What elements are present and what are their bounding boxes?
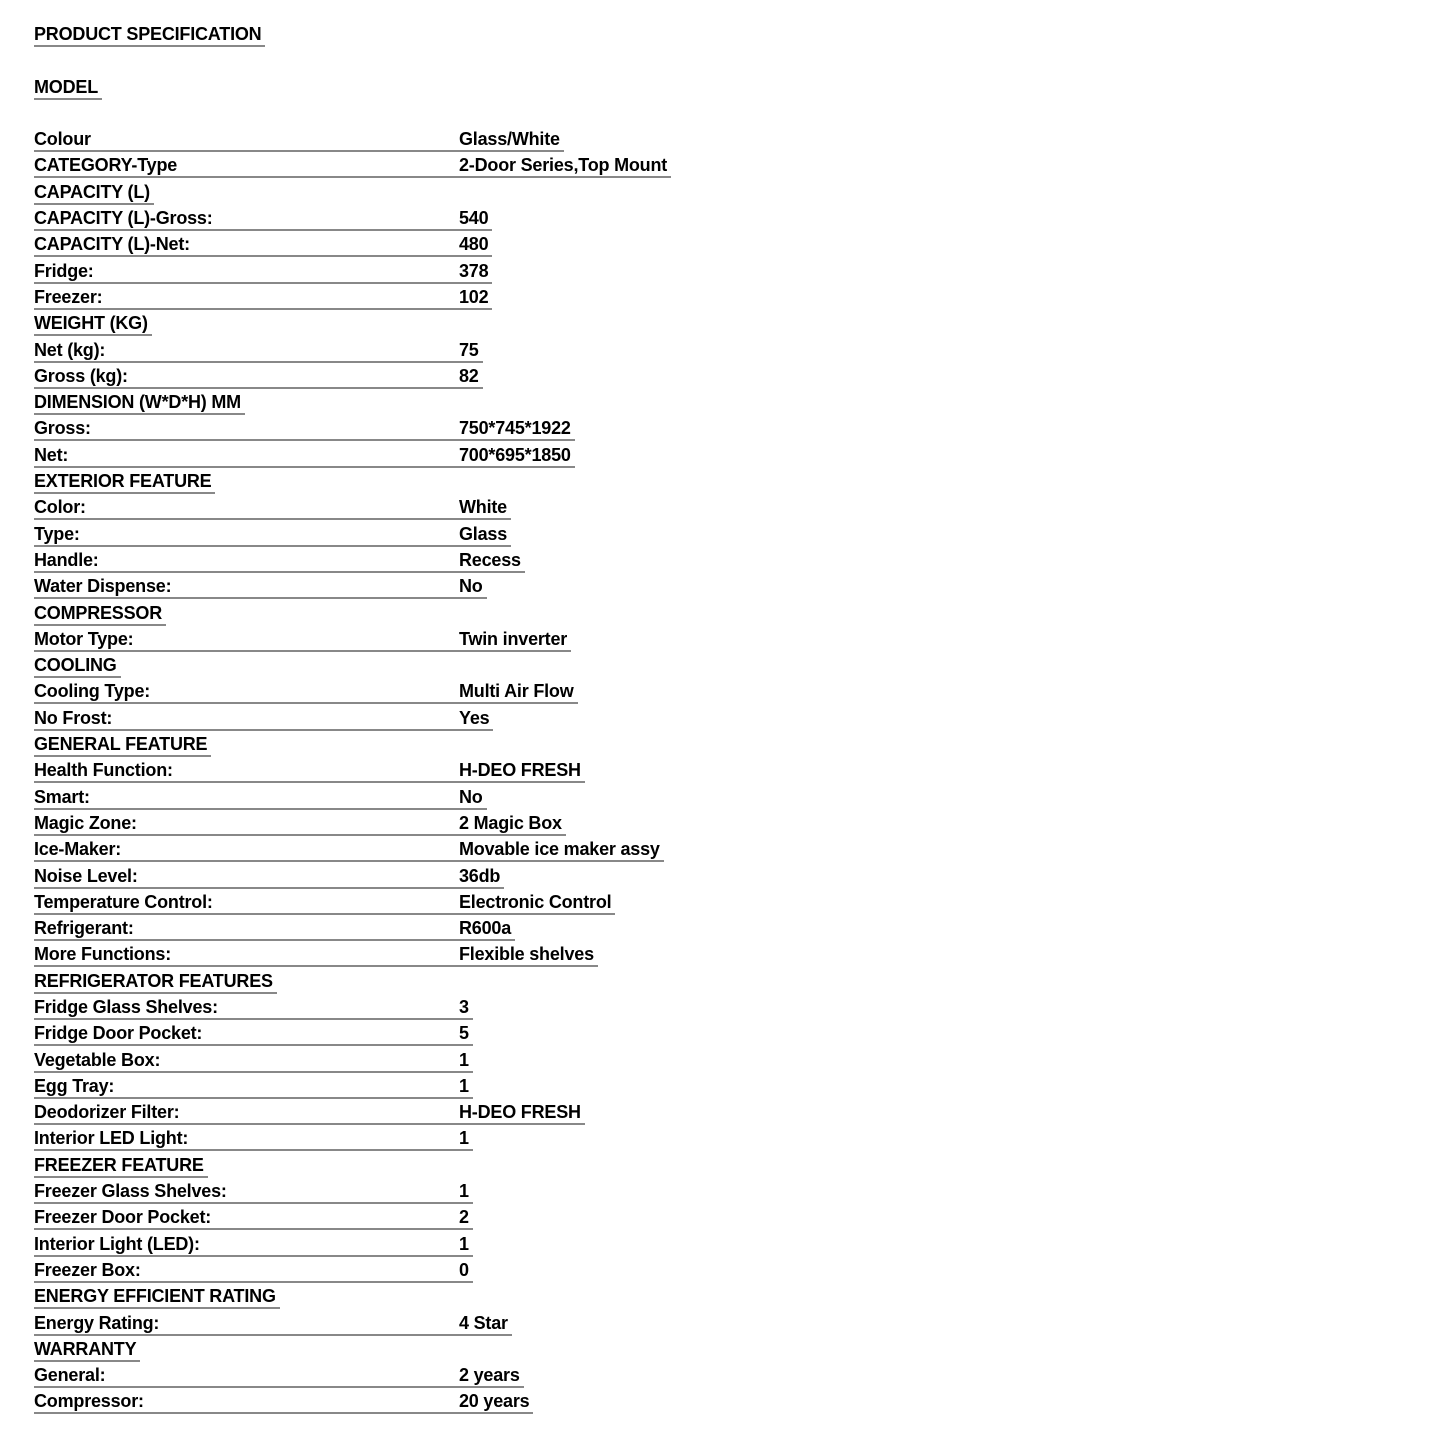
spec-row-label: Type: (34, 523, 80, 544)
section-heading-label: WARRANTY (34, 1339, 140, 1362)
spec-row (34, 944, 1440, 970)
spec-row-label: Cooling Type: (34, 681, 151, 702)
spec-row-label: Health Function: (34, 760, 173, 781)
spec-row (34, 1391, 1440, 1417)
spec-row (34, 1260, 1440, 1286)
section-heading (34, 655, 1440, 681)
spec-row-label: Interior LED Light: (34, 1128, 189, 1149)
spec-row-label: General: (34, 1365, 106, 1386)
spec-row-value: H-DEO FRESH (459, 1102, 581, 1123)
spec-row-value: Electronic Control (459, 891, 612, 912)
spec-row (34, 234, 1440, 260)
spec-row (34, 1102, 1440, 1128)
section-heading-label: WEIGHT (KG) (34, 313, 152, 336)
spec-row-label: Magic Zone: (34, 812, 137, 833)
spec-row-value: 0 (459, 1259, 469, 1280)
spec-row-value: White (459, 497, 507, 518)
spec-row-label: CAPACITY (L)-Gross: (34, 208, 213, 229)
section-heading-label: FREEZER FEATURE (34, 1155, 208, 1178)
spec-row-label: Interior Light (LED): (34, 1233, 200, 1254)
spec-row (34, 524, 1440, 550)
page-title: PRODUCT SPECIFICATION (34, 24, 265, 47)
section-heading (34, 471, 1440, 497)
spec-row-value: 1 (459, 1181, 469, 1202)
spec-row-value: 102 (459, 286, 489, 307)
section-heading-label: CAPACITY (L) (34, 182, 154, 205)
spec-row-label: Deodorizer Filter: (34, 1102, 180, 1123)
spec-row (34, 366, 1440, 392)
section-heading (34, 971, 1440, 997)
spec-row (34, 208, 1440, 234)
spec-row (34, 866, 1440, 892)
spec-row-label: No Frost: (34, 707, 113, 728)
spec-row-label: Gross: (34, 418, 91, 439)
spec-row (34, 1234, 1440, 1260)
spec-row-label: Smart: (34, 786, 90, 807)
spec-row-label: Energy Rating: (34, 1312, 160, 1333)
spec-row-label: More Functions: (34, 944, 171, 965)
spec-row (34, 1181, 1440, 1207)
model-heading-line (34, 77, 1440, 103)
spec-row-label: CATEGORY-Type (34, 155, 178, 176)
section-heading-label: GENERAL FEATURE (34, 734, 211, 757)
section-heading (34, 1339, 1440, 1365)
spec-row-label: Water Dispense: (34, 576, 172, 597)
page-title-line (34, 24, 1440, 50)
spec-row (34, 708, 1440, 734)
spec-row-label: Color: (34, 497, 86, 518)
spec-row-value: Flexible shelves (459, 944, 594, 965)
spec-row-label: Gross (kg): (34, 365, 128, 386)
spec-row-label: Refrigerant: (34, 918, 134, 939)
spec-row-value: 36db (459, 865, 501, 886)
spec-row-label: Net: (34, 444, 69, 465)
spec-row (34, 813, 1440, 839)
section-heading (34, 1155, 1440, 1181)
spec-row (34, 629, 1440, 655)
section-heading-label: REFRIGERATOR FEATURES (34, 971, 277, 994)
spec-row-value: 1 (459, 1049, 469, 1070)
spec-row (34, 497, 1440, 523)
spec-row (34, 261, 1440, 287)
spec-row-value: 1 (459, 1075, 469, 1096)
section-heading (34, 1286, 1440, 1312)
spec-row-label: Colour (34, 129, 91, 150)
spec-row-label: Temperature Control: (34, 891, 213, 912)
spec-row-label: Freezer Glass Shelves: (34, 1181, 227, 1202)
spec-row-label: Handle: (34, 549, 99, 570)
spec-row-value: Movable ice maker assy (459, 839, 660, 860)
spec-row-label: Freezer Door Pocket: (34, 1207, 212, 1228)
spec-row (34, 892, 1440, 918)
spec-row-label: Motor Type: (34, 628, 134, 649)
spec-row-value: No (459, 576, 483, 597)
spec-row-value: Glass/White (459, 129, 560, 150)
spec-row (34, 340, 1440, 366)
spec-row (34, 1050, 1440, 1076)
spec-row (34, 287, 1440, 313)
section-heading-label: COMPRESSOR (34, 603, 166, 626)
spec-row (34, 129, 1440, 155)
spec-row-value: 82 (459, 365, 479, 386)
spec-row-value: 2-Door Series,Top Mount (459, 155, 668, 176)
spec-row-value: 1 (459, 1128, 469, 1149)
section-heading (34, 734, 1440, 760)
spec-row (34, 155, 1440, 181)
spec-row-label: Freezer Box: (34, 1259, 141, 1280)
spec-row (34, 997, 1440, 1023)
spec-row-label: Freezer: (34, 286, 103, 307)
spec-row-value: 2 years (459, 1365, 520, 1386)
spacer (34, 50, 1440, 76)
spec-row-value: Glass (459, 523, 508, 544)
spec-row-value: 2 Magic Box (459, 812, 562, 833)
spec-row (34, 418, 1440, 444)
spec-row-value: 20 years (459, 1391, 530, 1412)
spec-row (34, 445, 1440, 471)
spec-row (34, 681, 1440, 707)
section-heading (34, 313, 1440, 339)
section-heading-label: COOLING (34, 655, 121, 678)
spec-row-value: R600a (459, 918, 512, 939)
spec-row (34, 550, 1440, 576)
spec-row (34, 839, 1440, 865)
section-heading (34, 392, 1440, 418)
spec-table (34, 129, 1440, 1418)
spec-row-value: 4 Star (459, 1312, 508, 1333)
spec-row-label: Ice-Maker: (34, 839, 122, 860)
spec-row-label: Egg Tray: (34, 1075, 115, 1096)
section-heading-label: DIMENSION (W*D*H) MM (34, 392, 245, 415)
section-heading (34, 182, 1440, 208)
section-heading (34, 603, 1440, 629)
spec-row-value: 540 (459, 208, 489, 229)
spec-row-value: Yes (459, 707, 490, 728)
spec-row-label: Fridge Glass Shelves: (34, 996, 218, 1017)
spec-row (34, 760, 1440, 786)
spec-row (34, 1365, 1440, 1391)
spec-row-label: CAPACITY (L)-Net: (34, 234, 190, 255)
spec-row (34, 918, 1440, 944)
spacer (34, 103, 1440, 129)
spec-row-value: 1 (459, 1233, 469, 1254)
spec-row-value: H-DEO FRESH (459, 760, 581, 781)
spec-row-value: 2 (459, 1207, 469, 1228)
spec-row-value: Multi Air Flow (459, 681, 574, 702)
spec-row-value: 750*745*1922 (459, 418, 571, 439)
spec-row-value: 480 (459, 234, 489, 255)
spec-row-value: Recess (459, 549, 521, 570)
spec-row-value: 5 (459, 1023, 469, 1044)
spec-row-value: No (459, 786, 483, 807)
spec-row-label: Fridge Door Pocket: (34, 1023, 203, 1044)
spec-row-label: Noise Level: (34, 865, 138, 886)
spec-row (34, 576, 1440, 602)
model-heading: MODEL (34, 77, 102, 100)
spec-row (34, 787, 1440, 813)
spec-row-value: 3 (459, 996, 469, 1017)
spec-row-label: Vegetable Box: (34, 1049, 161, 1070)
spec-row-label: Fridge: (34, 260, 94, 281)
spec-row (34, 1076, 1440, 1102)
spec-row-value: 75 (459, 339, 479, 360)
spec-row-label: Compressor: (34, 1391, 144, 1412)
section-heading-label: EXTERIOR FEATURE (34, 471, 215, 494)
spec-row-value: Twin inverter (459, 628, 568, 649)
spec-row (34, 1023, 1440, 1049)
spec-row (34, 1207, 1440, 1233)
spec-row (34, 1128, 1440, 1154)
spec-row (34, 1313, 1440, 1339)
spec-row-value: 700*695*1850 (459, 444, 571, 465)
spec-row-label: Net (kg): (34, 339, 106, 360)
section-heading-label: ENERGY EFFICIENT RATING (34, 1286, 280, 1309)
spec-row-value: 378 (459, 260, 489, 281)
